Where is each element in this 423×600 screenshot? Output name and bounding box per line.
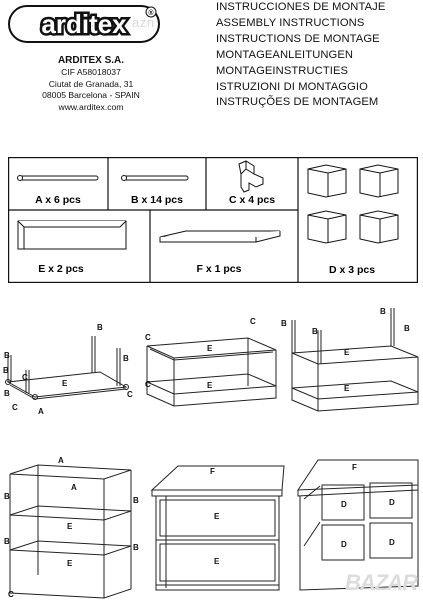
title-es: INSTRUCCIONES DE MONTAJE	[216, 1, 386, 13]
letter-c: C	[8, 590, 14, 599]
letter-f: F	[352, 463, 357, 472]
logo-text: arditex	[41, 9, 127, 39]
title-it: ISTRUZIONI DI MONTAGGIO	[216, 80, 368, 93]
title-nl: MONTAGEINSTRUCTIES	[216, 64, 349, 77]
letter-d: D	[341, 540, 347, 549]
company-website: www.arditex.com	[58, 101, 124, 112]
letter-c: C	[145, 380, 151, 389]
letter-b: B	[133, 496, 139, 505]
letter-e: E	[62, 379, 68, 388]
letter-e: E	[344, 384, 350, 393]
letter-e: E	[344, 348, 350, 357]
letter-c: C	[127, 390, 133, 399]
letter-b: B	[4, 351, 10, 360]
assembly-steps	[0, 300, 423, 600]
svg-text:®: ®	[148, 10, 154, 17]
letter-b: B	[4, 389, 10, 398]
short-rod-icon	[122, 176, 189, 181]
letter-e: E	[207, 381, 213, 390]
company-city: 08005 Barcelona - SPAIN	[42, 90, 140, 100]
letter-c: C	[12, 403, 18, 412]
part-d-label: D x 3 pcs	[328, 264, 376, 276]
long-rod-icon	[18, 176, 99, 181]
letter-e: E	[67, 559, 73, 568]
title-de: MONTAGEANLEITUNGEN	[216, 48, 354, 61]
letter-a: A	[71, 483, 77, 492]
title-en: ASSEMBLY INSTRUCTIONS	[216, 16, 365, 29]
letter-b: B	[404, 324, 410, 333]
top-board-icon	[160, 231, 280, 242]
parts-table	[8, 157, 418, 283]
part-a-label: A x 6 pcs	[35, 194, 81, 206]
letter-b: B	[380, 307, 386, 316]
letter-b: B	[281, 319, 287, 328]
company-name: ARDITEX S.A.	[57, 55, 125, 66]
letter-b: B	[3, 366, 9, 375]
letter-e: E	[214, 557, 220, 566]
letter-a: A	[38, 407, 44, 416]
letter-c: C	[250, 317, 256, 326]
letter-c: C	[22, 373, 28, 382]
letter-d: D	[389, 498, 395, 507]
letter-b: B	[4, 537, 10, 546]
watermark-text: azn	[132, 15, 155, 30]
letter-b: B	[123, 354, 129, 363]
letter-c: C	[145, 333, 151, 342]
company-info	[0, 54, 182, 113]
title-pt: INSTRUÇÕES DE MONTAGEM	[216, 96, 379, 109]
letter-b: B	[312, 327, 318, 336]
title-fr: INSTRUCTIONS DE MONTAGE	[216, 32, 380, 45]
part-f-label: F x 1 pcs	[196, 263, 242, 275]
letter-e: E	[214, 512, 220, 521]
company-cif: CIF A58018037	[61, 67, 121, 77]
company-street: Ciutat de Granada, 31	[48, 78, 134, 89]
step-3-diagram	[292, 308, 418, 411]
part-b-label: B x 14 pcs	[131, 194, 183, 206]
step-1-diagram	[6, 336, 129, 400]
part-e-label: E x 2 pcs	[38, 263, 84, 275]
instruction-titles	[216, 0, 421, 111]
letter-e: E	[67, 522, 73, 531]
fabric-shelf-icon	[18, 221, 126, 249]
letter-f: F	[210, 467, 215, 476]
letter-d: D	[341, 500, 347, 509]
corner-connector-icon	[239, 161, 263, 192]
letter-b: B	[4, 492, 10, 501]
storage-box-icon	[308, 165, 398, 243]
corner-watermark: BAZAR	[345, 570, 417, 595]
letter-e: E	[207, 344, 213, 353]
step-5-diagram	[152, 466, 284, 590]
letter-b: B	[97, 323, 103, 332]
letter-b: B	[133, 543, 139, 552]
letter-a: A	[58, 456, 64, 465]
part-c-label: C x 4 pcs	[228, 194, 276, 206]
letter-d: D	[389, 538, 395, 547]
